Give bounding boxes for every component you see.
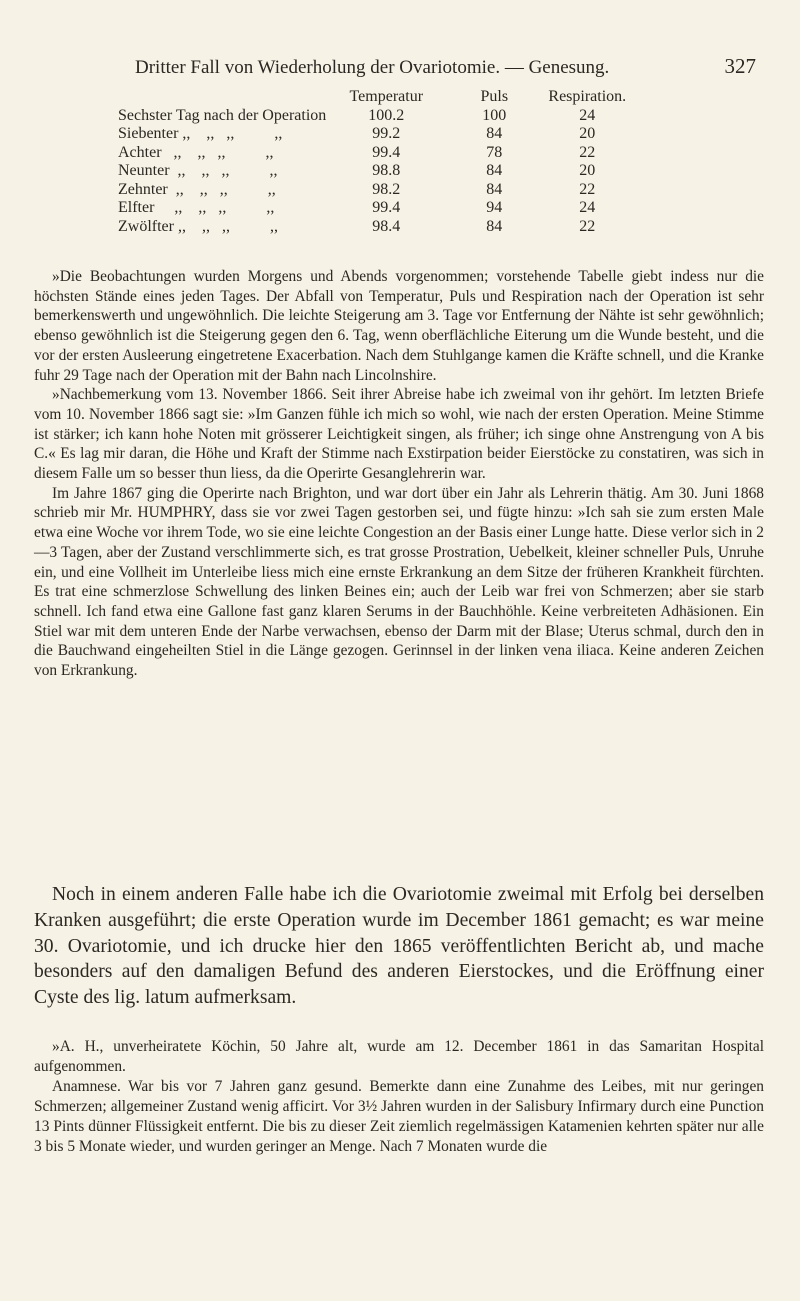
day-label: Zehnter ,, ,, ,, ,, [118,180,276,198]
day-label: Zwölfter ,, ,, ,, ,, [118,217,278,235]
respiration-value: 22 [579,180,596,198]
day-label: Elfter ,, ,, ,, ,, [118,199,275,216]
respiration-value: 22 [579,217,596,235]
large-text-section [34,882,764,1011]
vitals-table [118,88,632,236]
puls-value: 84 [486,217,503,235]
running-head [135,54,756,79]
vitals-header-respiration: Respiration. [548,88,627,105]
paragraph-anamnesis: Anamnese. War bis vor 7 Jahren ganz gesund. Bemerkte dann eine Zunahme des Leibes, mit nur geringen Schmerzen; allgemeiner Zustand wenig afficirt. Vor 3½ Jahren wurden in der Salisbury Infirmary durch eine Punction 13 Pints dünner Flüssigkeit entfernt. Die bis zu dieser Zeit ziemlich regelmässigen Katamenien kehrten später nur alle 3 bis 5 Monate wieder, und wurden geringer an Menge. Nach 7 Monaten wurde die [34,1077,764,1155]
respiration-value: 24 [579,199,596,216]
respiration-value: 20 [579,125,596,142]
day-label: Siebenter ,, ,, ,, ,, [118,125,283,142]
puls-value: 84 [486,125,503,142]
temperature-value: 99.4 [372,199,401,216]
temperature-value: 99.2 [372,125,401,142]
vitals-header-temperature: Temperatur [349,88,424,105]
vitals-row [118,107,632,126]
vitals-row [118,144,632,163]
respiration-value: 20 [579,162,596,179]
day-label: Sechster Tag nach der Operation [118,106,327,124]
temperature-value: 99.4 [372,143,401,161]
vitals-row [118,181,632,200]
body-text [34,267,764,681]
temperature-value: 98.2 [372,180,401,198]
day-label: Neunter ,, ,, ,, ,, [118,162,278,179]
vitals-row [118,199,632,218]
puls-value: 78 [486,143,503,161]
paragraph-outcome: Im Jahre 1867 ging die Operirte nach Brighton, und war dort über ein Jahr als Lehrerin thätig. Am 30. Juni 1868 schrieb mir Mr. HUMPHRY, dass sie vor zwei Tagen gestorben sei, und fügte hinzu: »Ich sah sie zum ersten Male etwa eine Woche vor ihrem Tode, wo sie eine leichte Congestion an der Basis einer Lunge hatte. Diese verlor sich in 2—3 Tagen, aber der Zustand verschlimmerte sich, es trat grosse Prostration, Uebelkeit, kleiner schneller Puls, Unruhe ein, und eine Vollheit im Unterleibe liess mich eine ernste Erkrankung an dem Sitze der früheren Krankheit fürchten. Es trat eine schmerzlose Schwellung des linken Beines ein; auch der Leib war frei von Schmerzen; aber sie starb schnell. Ich fand etwa eine Gallone fast ganz klaren Serums in der Bauchhöhle. Keine verbreiteten Adhäsionen. Ein Stiel war mit dem unteren Ende der Narbe verwachsen, ebenso der Darm mit der Blase; Uterus schmal, durch den in die Bauchwand eingeheilten Stiel in die Länge gezogen. Gerinnsel in der linken vena iliaca. Keine anderen Zeichen von Erkrankung. [34,484,764,680]
temperature-value: 100.2 [368,106,405,124]
vitals-header-label [118,88,326,107]
vitals-row [118,162,632,181]
vitals-row [118,125,632,144]
puls-value: 84 [486,162,503,179]
running-title: Dritter Fall von Wiederholung der Ovariotomie. — Genesung. [135,57,610,78]
respiration-value: 22 [579,143,596,161]
temperature-value: 98.4 [372,217,401,235]
puls-value: 84 [486,180,503,198]
vitals-row [118,218,632,237]
puls-value: 100 [482,106,507,124]
paragraph-admission: »A. H., unverheiratete Köchin, 50 Jahre alt, wurde am 12. December 1861 in das Samaritan Hospital aufgenommen. [34,1038,764,1075]
case-report [34,1037,764,1156]
day-label: Achter ,, ,, ,, ,, [118,143,274,161]
puls-value: 94 [486,199,503,216]
paragraph-observations: »Die Beobachtungen wurden Morgens und Abends vorgenommen; vorstehende Tabelle giebt indess nur die höchsten Stände eines jeden Tages. Der Abfall von Temperatur, Puls und Respiration nach der Operation ist sehr bemerkenswerth und ungewöhnlich. Die leichte Steigerung am 3. Tage vor Entfernung der Nähte ist sehr gewöhnlich; ebenso gewöhnlich ist die Steigerung gegen den 6. Tag, wenn oberflächliche Eiterung um die Wunde besteht, und die vor der ersten Ausleerung eingetretene Exacerbation. Nach dem Stuhlgange kamen die Kräfte schnell, und die Kranke fuhr 29 Tage nach der Operation mit der Bahn nach Lincolnshire. [34,268,764,384]
vitals-header-puls: Puls [480,88,509,105]
paragraph-postscript: »Nachbemerkung vom 13. November 1866. Seit ihrer Abreise habe ich zweimal von ihr gehört. Im letzten Briefe vom 10. November 1866 sagt sie: »Im Ganzen fühle ich mich so wohl, wie nach der ersten Operation. Meine Stimme ist stärker; ich kann hohe Noten mit grösserer Leichtigkeit singen, als früher; ich singe ohne Anstrengung von A bis C.« Es lag mir daran, die Höhe und Kraft der Stimme nach Exstirpation beider Eierstöcke zu constatiren, was sich in diesem Falle um so besser thun liess, da die Operirte Gesanglehrerin war. [34,386,764,483]
respiration-value: 24 [579,106,596,124]
vitals-header-row [118,88,632,107]
page-number: 327 [724,54,756,78]
temperature-value: 98.8 [372,162,401,179]
paragraph-second-case-intro: Noch in einem anderen Falle habe ich die Ovariotomie zweimal mit Erfolg bei derselben Kranken ausgeführt; die erste Operation wurde im December 1861 gemacht; es war meine 30. Ovariotomie, und ich drucke hier den 1865 veröffentlichten Bericht ab, und mache besonders auf den damaligen Befund des anderen Eierstockes, und die Eröffnung einer Cyste des lig. latum aufmerksam. [34,884,764,1009]
